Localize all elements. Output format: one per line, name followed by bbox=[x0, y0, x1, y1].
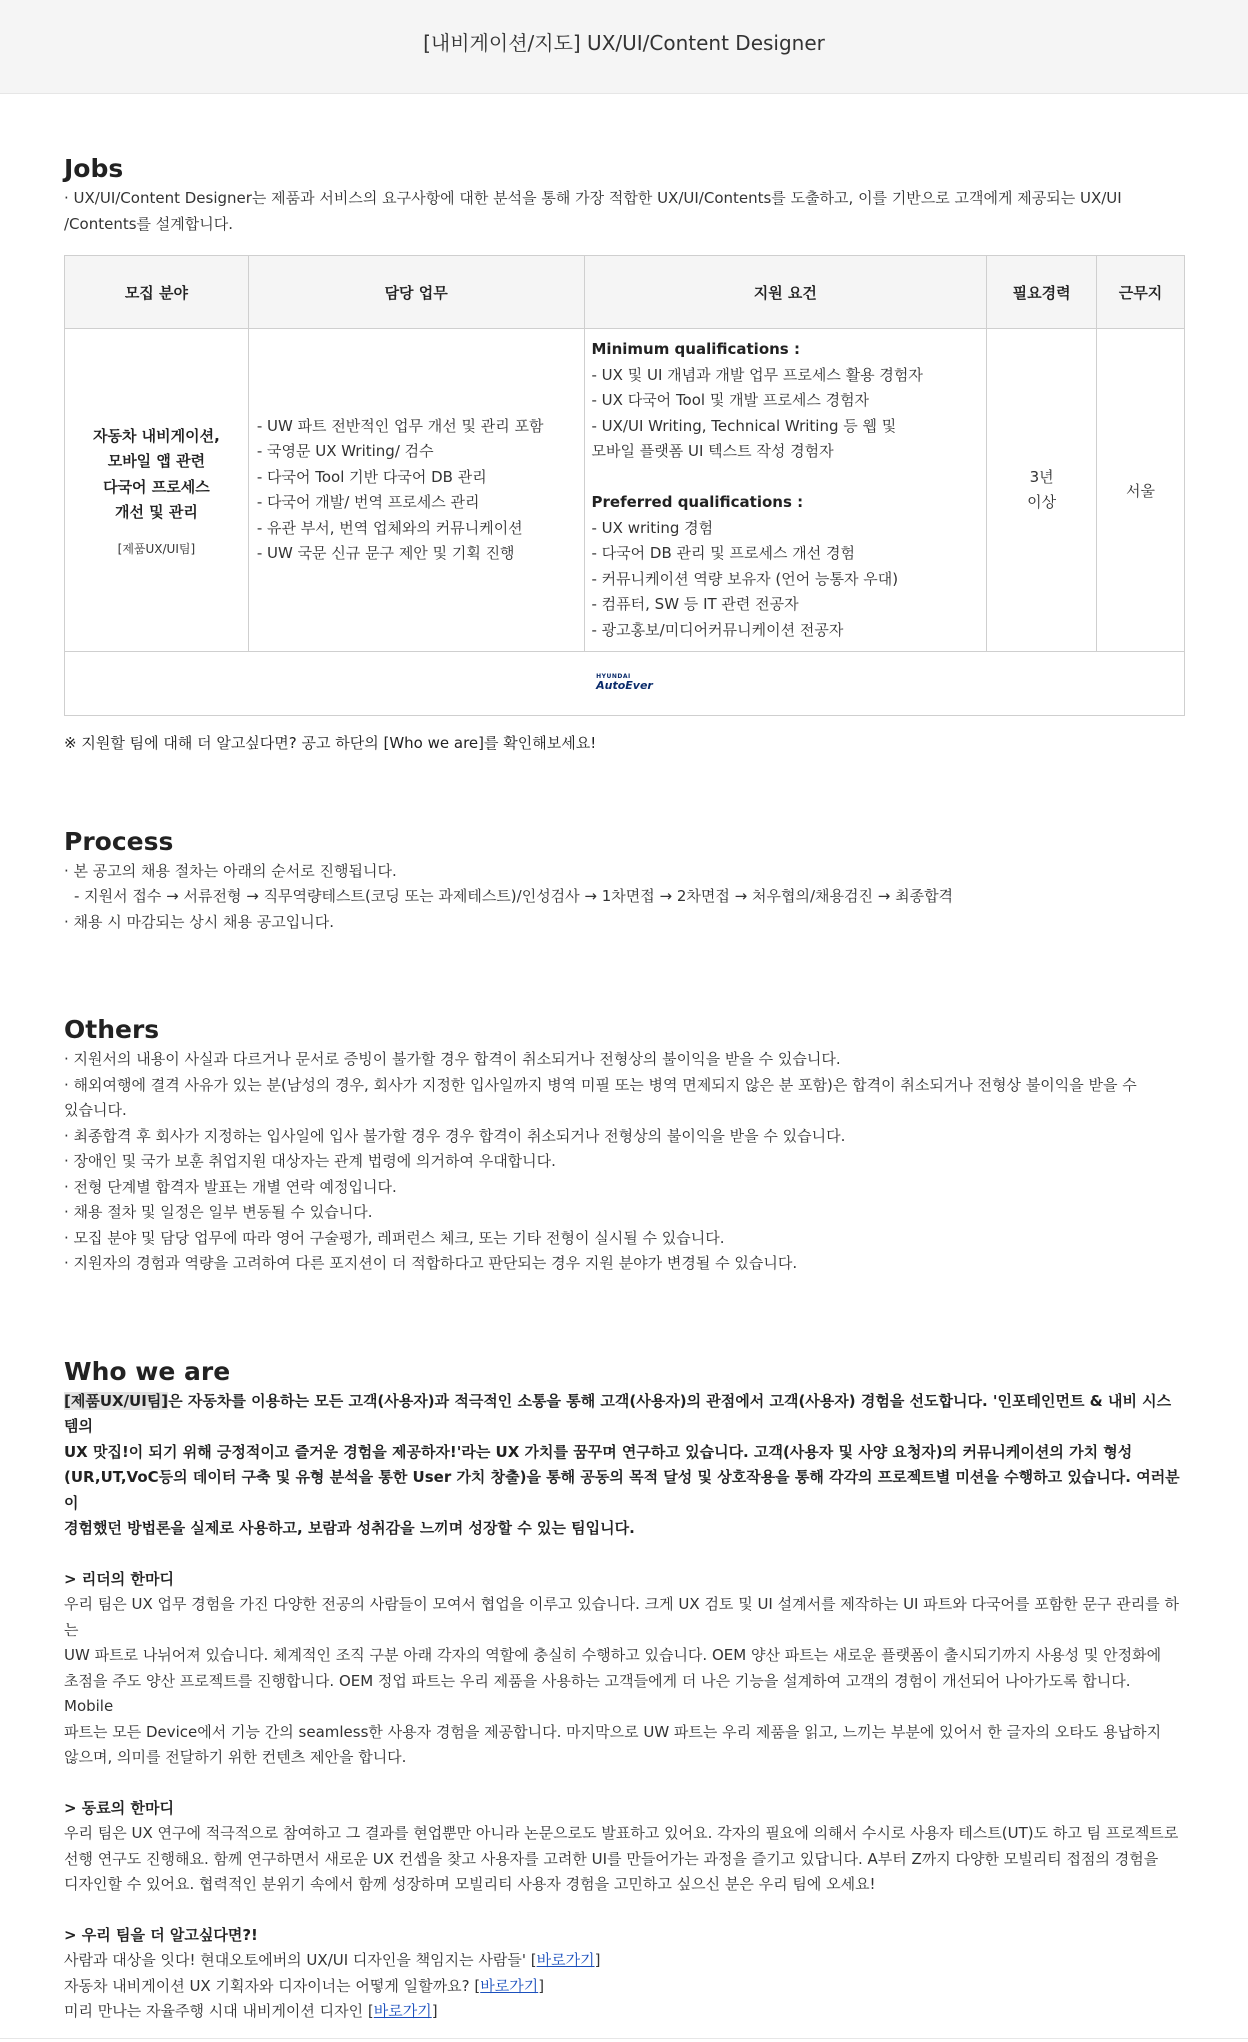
peer-title: > 동료의 한마디 bbox=[64, 1798, 174, 1817]
page-header bbox=[0, 0, 1248, 94]
jobs-section bbox=[64, 94, 1184, 757]
pref-qualification-item: - 컴퓨터, SW 등 IT 관련 전공자 bbox=[591, 595, 799, 613]
duty-item: - UW 파트 전반적인 업무 개선 및 관리 포함 bbox=[256, 416, 544, 435]
peer-line: 선행 연구도 진행해요. 함께 연구하면서 새로운 UX 컨셉을 찾고 사용자를 고려한 UI를 만들어가는 과정을 즐기고 있답니다. A부터 Z까지 다양한 모빌리티 접점의 경험을 bbox=[64, 1849, 1159, 1868]
more-link-text: 자동차 내비게이션 UX 기획자와 디자이너는 어떻게 일할까요? bbox=[64, 1976, 475, 1995]
goto-link[interactable]: 바로가기 bbox=[480, 1976, 539, 1995]
table-header-experience: 필요경력 bbox=[987, 256, 1097, 329]
bottom-divider bbox=[0, 2038, 1248, 2039]
others-section bbox=[64, 1015, 1184, 1277]
main-content bbox=[0, 94, 1248, 2025]
more-link-line: 자동차 내비게이션 UX 기획자와 디자이너는 어떻게 일할까요? [바로가기] bbox=[64, 1976, 545, 1995]
who-intro-line: (UR,UT,VoC등의 데이터 구축 및 유형 분석을 통한 User 가치 창출)을 통해 공동의 목적 달성 및 상호작용을 통해 각각의 프로젝트별 미션을 수행하고 있습니다. 여러분이 bbox=[64, 1468, 1180, 1512]
who-intro-line: 경험했던 방법론을 실제로 사용하고, 보람과 성취감을 느끼며 성장할 수 있는 팀입니다. bbox=[64, 1519, 635, 1537]
others-line: · 장애인 및 국가 보훈 취업지원 대상자는 관계 법령에 의거하여 우대합니다. bbox=[64, 1152, 556, 1170]
others-line: · 전형 단계별 합격자 발표는 개별 연락 예정입니다. bbox=[64, 1177, 397, 1196]
process-steps: - 지원서 접수 → 서류전형 → 직무역량테스트(코딩 또는 과제테스트)/인성검사 → 1차면접 → 2차면접 → 처우협의/채용검진 → 최종합격 bbox=[74, 887, 954, 905]
goto-link[interactable]: 바로가기 bbox=[373, 2002, 432, 2020]
logo-cell bbox=[65, 652, 1185, 716]
duty-item: - 다국어 Tool 기반 다국어 DB 관리 bbox=[256, 467, 487, 486]
process-section bbox=[64, 827, 1184, 936]
min-qualification-item: - UX 다국어 Tool 및 개발 프로세스 경험자 bbox=[591, 391, 870, 409]
leader-line: 파트는 모든 Device에서 기능 간의 seamless한 사용자 경험을 제공합니다. 마지막으로 UW 파트는 우리 제품을 읽고, 느끼는 부분에 있어서 한 글자의 오타도 용납하지 bbox=[64, 1722, 1162, 1741]
experience-line: 이상 bbox=[1027, 493, 1057, 511]
duty-item: - 다국어 개발/ 번역 프로세스 관리 bbox=[256, 493, 480, 511]
who-intro bbox=[64, 1389, 1184, 1440]
others-line: · 지원서의 내용이 사실과 다르거나 문서로 증빙이 불가할 경우 합격이 취소되거나 전형상의 불이익을 받을 수 있습니다. bbox=[64, 1050, 841, 1068]
pref-qualification-item: - 광고홍보/미디어커뮤니케이션 전공자 bbox=[591, 620, 844, 639]
others-line: · 최종합격 후 회사가 지정하는 입사일에 입사 불가할 경우 경우 합격이 취소되거나 전형상의 불이익을 받을 수 있습니다. bbox=[64, 1126, 846, 1145]
jobs-note: ※ 지원할 팀에 대해 더 알고싶다면? 공고 하단의 [Who we are]를 확인해보세요! bbox=[64, 734, 597, 752]
peer-line: 디자인할 수 있어요. 협력적인 분위기 속에서 함께 성장하며 모빌리티 사용자 경험을 고민하고 싶으신 분은 우리 팀에 오세요! bbox=[64, 1875, 876, 1893]
others-line: · 해외여행에 결격 사유가 있는 분(남성의 경우, 회사가 지정한 입사일까지 병역 미필 또는 병역 면제되지 않은 분 포함)은 합격이 취소되거나 전형상 불이익을 받을 수 bbox=[64, 1075, 1137, 1094]
field-team: [제품UX/UI팀] bbox=[117, 541, 196, 556]
duty-item: - 유관 부서, 번역 업체와의 커뮤니케이션 bbox=[256, 518, 523, 537]
jobs-title: Jobs bbox=[64, 154, 124, 183]
table-header-field: 모집 분야 bbox=[65, 256, 249, 329]
more-title: > 우리 팀을 더 알고싶다면?! bbox=[64, 1925, 258, 1944]
min-qualification-item: - UX/UI Writing, Technical Writing 등 웹 및 bbox=[591, 416, 897, 435]
more-link-text: 사람과 대상을 잇다! 현대오토에버의 UX/UI 디자인을 책임지는 사람들' bbox=[64, 1951, 531, 1969]
spacer bbox=[592, 465, 980, 491]
logo-top-text: HYUNDAI bbox=[596, 673, 631, 680]
others-line: · 채용 절차 및 일정은 일부 변동될 수 있습니다. bbox=[64, 1203, 373, 1221]
min-qualification-item: 모바일 플랫폼 UI 텍스트 작성 경험자 bbox=[591, 442, 834, 460]
requirements-cell bbox=[584, 329, 987, 652]
duty-item: - 국영문 UX Writing/ 검수 bbox=[256, 442, 434, 460]
table-header-duty: 담당 업무 bbox=[248, 256, 584, 329]
others-line: · 모집 분야 및 담당 업무에 따라 영어 구술평가, 레퍼런스 체크, 또는 기타 전형이 실시될 수 있습니다. bbox=[64, 1228, 725, 1247]
hyundai-autoever-logo bbox=[596, 674, 653, 691]
duty-item: - UW 국문 신규 문구 제안 및 기획 진행 bbox=[256, 544, 515, 562]
experience-line: 3년 bbox=[1029, 467, 1054, 486]
goto-link[interactable]: 바로가기 bbox=[536, 1951, 595, 1969]
peer-line: 우리 팀은 UX 연구에 적극적으로 참여하고 그 결과를 현업뿐만 아니라 논문으로도 발표하고 있어요. 각자의 필요에 의해서 수시로 사용자 테스트(UT)도 하고 팀 프로젝트로 bbox=[64, 1824, 1179, 1842]
leader-line: 않으며, 의미를 전달하기 위한 컨텐츠 제안을 합니다. bbox=[64, 1748, 407, 1766]
who-section bbox=[64, 1357, 1184, 2025]
others-line: 있습니다. bbox=[64, 1101, 127, 1119]
field-title-line: 개선 및 관리 bbox=[114, 503, 198, 521]
pref-qualification-item: - 커뮤니케이션 역량 보유자 (언어 능통자 우대) bbox=[591, 569, 899, 588]
more-link-line: 사람과 대상을 잇다! 현대오토에버의 UX/UI 디자인을 책임지는 사람들' [바로가기] bbox=[64, 1951, 601, 1969]
min-qualifications-title: Minimum qualifications : bbox=[591, 340, 800, 358]
field-cell bbox=[65, 329, 249, 652]
page-title: [내비게이션/지도] UX/UI/Content Designer bbox=[423, 31, 825, 55]
logo-main-text: AutoEver bbox=[596, 679, 653, 692]
more-link-line: 미리 만나는 자율주행 시대 내비게이션 디자인 [바로가기] bbox=[64, 2002, 438, 2020]
who-intro-line: UX 맛집!이 되기 위해 긍정적이고 즐거운 경험을 제공하자!'라는 UX 가치를 꿈꾸며 연구하고 있습니다. 고객(사용자 및 사양 요청자)의 커뮤니케이션의 가치 형성 bbox=[64, 1442, 1133, 1461]
process-line: · 채용 시 마감되는 상시 채용 공고입니다. bbox=[64, 912, 334, 931]
pref-qualifications-title: Preferred qualifications : bbox=[591, 493, 804, 511]
jobs-table-row bbox=[65, 329, 1185, 652]
jobs-table-header-row bbox=[65, 256, 1185, 329]
jobs-table bbox=[64, 255, 1185, 716]
experience-cell bbox=[987, 329, 1097, 652]
process-line: · 본 공고의 채용 절차는 아래의 순서로 진행됩니다. bbox=[64, 861, 397, 880]
leader-title: > 리더의 한마디 bbox=[64, 1569, 174, 1588]
jobs-intro-line: /Contents를 설계합니다. bbox=[64, 214, 234, 233]
table-header-requirements: 지원 요건 bbox=[584, 256, 987, 329]
others-title: Others bbox=[64, 1015, 160, 1044]
team-tag: [제품UX/UI팀] bbox=[64, 1391, 169, 1410]
location-cell: 서울 bbox=[1097, 329, 1185, 652]
leader-line: UW 파트로 나뉘어져 있습니다. 체계적인 조직 구분 아래 각자의 역할에 충실히 수행하고 있습니다. OEM 양산 파트는 새로운 플랫폼이 출시되기까지 사용성 및 안정화에 bbox=[64, 1646, 1162, 1664]
others-line: · 지원자의 경험과 역량을 고려하여 다른 포지션이 더 적합하다고 판단되는 경우 지원 분야가 변경될 수 있습니다. bbox=[64, 1254, 798, 1272]
duty-cell bbox=[248, 329, 584, 652]
pref-qualification-item: - 다국어 DB 관리 및 프로세스 개선 경험 bbox=[591, 544, 855, 562]
field-title-line: 다국어 프로세스 bbox=[103, 477, 210, 496]
table-header-location: 근무지 bbox=[1097, 256, 1185, 329]
logo-row bbox=[65, 652, 1185, 716]
process-title: Process bbox=[64, 826, 174, 856]
leader-line: 초점을 주도 양산 프로젝트를 진행합니다. OEM 정업 파트는 우리 제품을 사용하는 고객들에게 더 나은 기능을 설계하여 고객의 경험이 개선되어 나아가도록 합니다. Mobile bbox=[64, 1671, 1131, 1715]
field-title-line: 모바일 앱 관련 bbox=[107, 452, 206, 470]
min-qualification-item: - UX 및 UI 개념과 개발 업무 프로세스 활용 경험자 bbox=[591, 365, 923, 384]
jobs-intro-line: · UX/UI/Content Designer는 제품과 서비스의 요구사항에 대한 분석을 통해 가장 적합한 UX/UI/Contents를 도출하고, 이를 기반으로 고객에게 제공되는 UX/UI bbox=[64, 189, 1122, 207]
field-title-line: 자동차 내비게이션, bbox=[92, 426, 220, 445]
who-intro-first: 은 자동차를 이용하는 모든 고객(사용자)과 적극적인 소통을 통해 고객(사용자)의 관점에서 고객(사용자) 경험을 선도합니다. '인포테인먼트 & 내비 시스템의 bbox=[64, 1391, 1172, 1435]
who-title: Who we are bbox=[64, 1356, 231, 1386]
more-link-text: 미리 만나는 자율주행 시대 내비게이션 디자인 bbox=[64, 2002, 368, 2020]
pref-qualification-item: - UX writing 경험 bbox=[591, 518, 714, 537]
leader-line: 우리 팀은 UX 업무 경험을 가진 다양한 전공의 사람들이 모여서 협업을 이루고 있습니다. 크게 UX 검토 및 UI 설계서를 제작하는 UI 파트와 다국어를 포함한 문구 관리를 하는 bbox=[64, 1595, 1179, 1639]
